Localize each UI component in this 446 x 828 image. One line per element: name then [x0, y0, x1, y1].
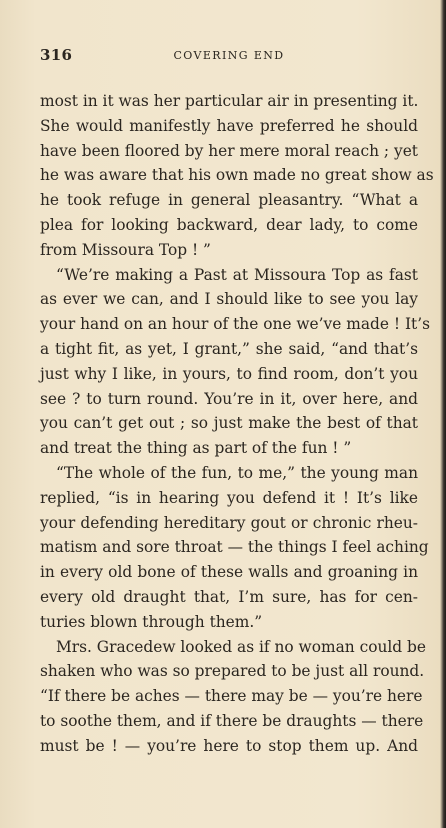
text-line: “We’re making a Past at Missoura Top as fast	[56, 265, 418, 284]
text-line: most in it was her particular air in presenting it.	[40, 92, 419, 110]
text-line: “If there be aches — there may be — you’re here	[40, 687, 423, 706]
text-line: you can’t get out ; so just make the best of that	[40, 414, 418, 433]
text-line: from Missoura Top ! ”	[40, 240, 211, 259]
text-line: a tight fit, as yet, I grant,” she said, “and that’s	[40, 339, 418, 358]
text-line: he was aware that his own made no great show as	[40, 166, 434, 185]
text-line: matism and sore throat — the things I feel aching	[40, 538, 429, 557]
text-line: every old draught that, I’m sure, has for cen-	[40, 587, 418, 606]
text-line: he took refuge in general pleasantry. “What a	[40, 191, 418, 210]
text-line: have been floored by her mere moral reach ; yet	[40, 141, 418, 160]
text-line: Mrs. Gracedew looked as if no woman could be	[56, 637, 426, 656]
text-line: your defending hereditary gout or chronic rheu-	[40, 513, 418, 532]
text-line: turies blown through them.”	[40, 612, 263, 631]
text-line: and treat the thing as part of the fun ! ”	[40, 439, 352, 458]
text-line: “The whole of the fun, to me,” the young man	[56, 463, 418, 482]
body-text	[40, 89, 434, 759]
text-line: must be ! — you’re here to stop them up. And	[40, 736, 418, 755]
text-line: plea for looking backward, dear lady, to come	[40, 215, 418, 234]
text-line: as ever we can, and I should like to see you lay	[40, 290, 418, 309]
running-title: COVERING END	[173, 49, 285, 62]
text-line: your hand on an hour of the one we’ve made ! It’s	[40, 315, 431, 334]
text-line: see ? to turn round. You’re in it, over here, and	[40, 389, 418, 408]
page-edge-shadow	[440, 0, 446, 828]
text-line: replied, “is in hearing you defend it ! It’s like	[40, 488, 418, 507]
text-line: to soothe them, and if there be draughts — there	[40, 711, 424, 730]
page-number: 316	[40, 46, 73, 64]
text-line: shaken who was so prepared to be just all round.	[40, 662, 425, 681]
text-line: just why I like, in yours, to find room, don’t you	[40, 364, 418, 383]
text-line: She would manifestly have preferred he should	[40, 116, 418, 135]
page-header	[40, 46, 418, 66]
text-line: in every old bone of these walls and groaning in	[40, 563, 418, 582]
